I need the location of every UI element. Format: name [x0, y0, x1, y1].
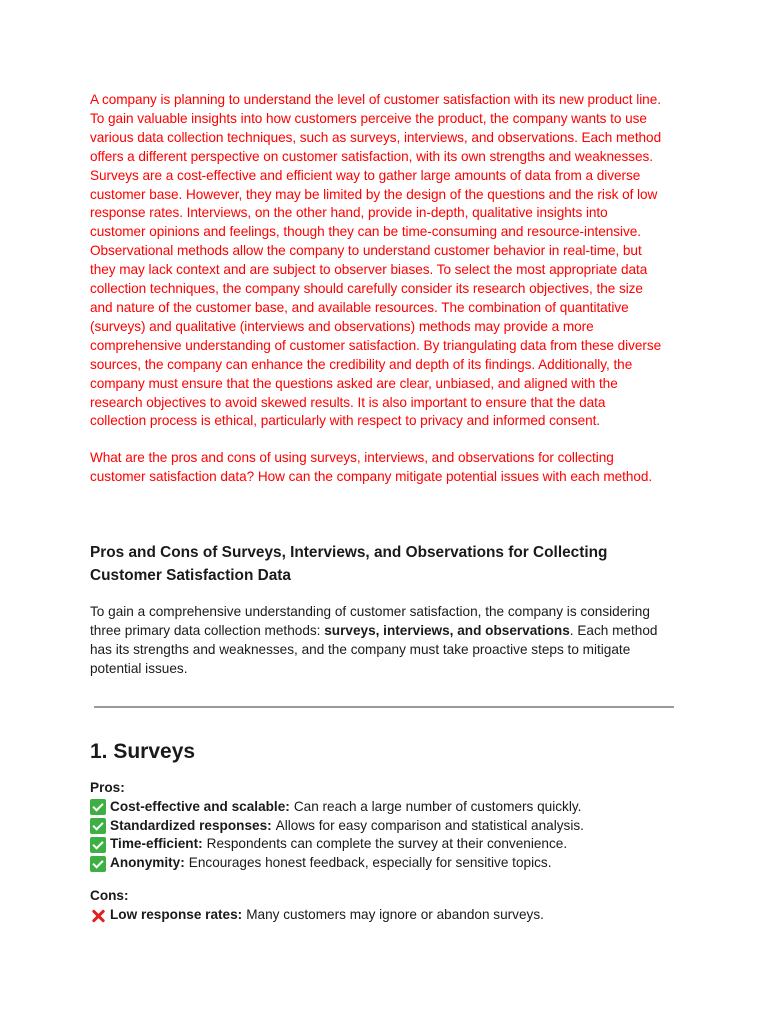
cross-mark-icon: [90, 908, 106, 924]
pros-item-text: Encourages honest feedback, especially for sensitive topics.: [188, 855, 552, 871]
document-page: [90, 91, 690, 925]
pros-label: Pros:: [90, 779, 125, 795]
pros-item: [90, 854, 690, 873]
section-title: 1. Surveys: [90, 739, 196, 763]
pros-item: [90, 835, 690, 854]
pros-item-text: Allows for easy comparison and statistical analysis.: [275, 817, 584, 833]
cons-label: Cons:: [90, 888, 129, 904]
cons-item: [90, 906, 690, 925]
prompt-question: What are the pros and cons of using surveys, interviews, and observations for collecting customer satisfaction data? How can the company mitigate potential issues with each method.: [90, 450, 653, 485]
intro-text-before: To gain a comprehensive understanding of customer satisfaction, the company is considering three primary data collection methods:: [90, 604, 650, 639]
pros-item: [90, 798, 690, 817]
check-mark-icon: [90, 799, 106, 815]
cons-item-label: Low response rates:: [110, 907, 243, 923]
pros-item-text: Can reach a large number of customers quickly.: [293, 798, 582, 814]
section-divider: [94, 706, 674, 708]
intro-text-bold: surveys, interviews, and observations: [324, 623, 570, 639]
check-mark-icon: [90, 837, 106, 853]
pros-item-label: Standardized responses:: [110, 817, 272, 833]
pros-item-label: Time-efficient:: [110, 836, 203, 852]
intro-text-after: . Each method has its strengths and weaknesses, and the company must take proactive steps to mitigate potential issues.: [90, 623, 658, 676]
document-title: Pros and Cons of Surveys, Interviews, and Observations for Collecting Customer Satisfaction Data: [90, 544, 608, 585]
pros-item-text: Respondents can complete the survey at their convenience.: [206, 836, 568, 852]
pros-item-label: Cost-effective and scalable:: [110, 798, 290, 814]
cons-item-text: Many customers may ignore or abandon surveys.: [246, 907, 544, 923]
check-mark-icon: [90, 818, 106, 834]
pros-item-label: Anonymity:: [110, 855, 185, 871]
intro-paragraph: [90, 603, 690, 679]
cons-list: [90, 906, 690, 925]
pros-list: [90, 798, 690, 874]
prompt-paragraph: A company is planning to understand the level of customer satisfaction with its new product line. To gain valuable insights into how customers perceive the product, the company wants to use various data collection techniques, such as surveys, interviews, and observations. Each method offers a different perspective on customer satisfaction, with its own strengths and weaknesses. Surveys are a cost-effective and efficient way to gather large amounts of data from a diverse customer base. However, they may be limited by the design of the questions and the risk of low response rates. Interviews, on the other hand, provide in-depth, qualitative insights into customer opinions and feelings, though they can be time-consuming and resource-intensive. Observational methods allow the company to understand customer behavior in real-time, but they may lack context and are subject to observer biases. To select the most appropriate data collection techniques, the company should carefully consider its research objectives, the size and nature of the customer base, and available resources. The combination of quantitative (surveys) and qualitative (interviews and observations) methods may provide a more comprehensive understanding of customer satisfaction. By triangulating data from these diverse sources, the company can enhance the credibility and depth of its findings. Additionally, the company must ensure that the questions asked are clear, unbiased, and aligned with the research objectives to avoid skewed results. It is also important to ensure that the data collection process is ethical, particularly with respect to privacy and informed consent.: [90, 92, 662, 429]
check-mark-icon: [90, 856, 106, 872]
pros-item: [90, 817, 690, 836]
